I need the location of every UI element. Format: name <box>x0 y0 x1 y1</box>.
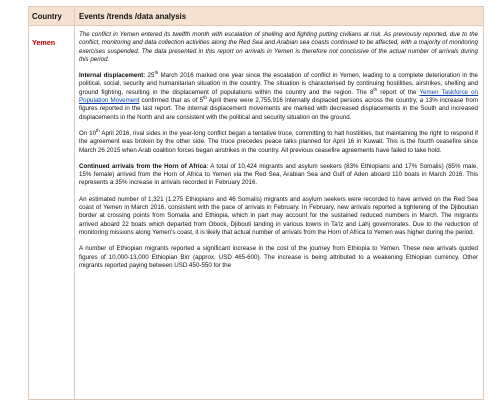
table-header-row <box>29 7 483 26</box>
internal-displacement-heading: Internal displacement: <box>79 72 146 80</box>
events-column-header: Events /trends /data analysis <box>74 7 483 25</box>
intro-note: The conflict in Yemen entered its twelfth month with escalation of shelling and fighting putting civilians at risk. As previously reported, due to the conflict, monitoring and data collection activities along the Red Sea and Arabian sea coasts continued to be affected, with a majority of monitoring exercises suspended. The data presented in this report on arrivals in Yemen is therefore not conclusive of the actual number of arrivals during this period. <box>79 31 478 63</box>
journey-cost-paragraph: A number of Ethiopian migrants reported a significant increase in the cost of the journey from Ethiopia to Yemen. These new arrivals quoted figures of 10,000-13,000 Ethiopian Birr (approx. USD 465-600). The increase is being attributed to a weakening Ethiopian currency. Other migrants reported paying between USD 450-550 for the <box>79 245 478 269</box>
internal-displacement-paragraph: Internal displacement: 25th March 2016 marked one year since the escalation of conflict in Yemen, leading to a complete deterioration in the political, social, security and humanitarian situation in the country. The situation is characterised by continuing hostilities, airstrikes, shelling and ground fighting, resulting in the displacement of populations within the country and the region. The 8th report of the Yemen Taskforce on Population Movement confirmed that as of 5th April there were 2,755,916 internally displaced persons across the country, a 13% increase from figures reported in the last report. The internal displacement movements are marked with decreased displacements in the South and increased displacements in the North and are consistent with the political and security situation on the ground. <box>79 70 478 121</box>
events-table <box>28 6 484 400</box>
country-cell <box>29 26 74 400</box>
table-row <box>29 26 483 400</box>
arrivals-heading: Continued arrivals from the Horn of Africa <box>79 162 207 170</box>
red-sea-arrivals-paragraph: An estimated number of 1,321 (1,275 Ethiopians and 46 Somalis) migrants and asylum seekers were recorded to have arrived on the Red Sea coast of Yemen in March 2016, consistent with the pace of arrivals in February. In February, new arrivals reported a tightening of the Djiboutian border at crossing points from Somalia and Ethiopia, which in part may account for the sustained reduced numbers in March. The migrants arrived aboard 22 boats which departed from Obock, Djibouti landing in various towns in Ta'iz and Lahj governorates. Due to the reduction of monitoring missions along Yemen's coast, it is likely that actual number of arrivals from the Horn of Africa to Yemen was higher during the period. <box>79 195 478 236</box>
truce-paragraph: On 10th April 2016, rival sides in the year-long conflict began a tentative truce, committing to halt hostilities, but maintaining the right to respond if the agreement was broken by the other side. The truce precedes peace talks planned for April 16 in Kuwait. This is the fourth ceasefire since March 26 2015 when Arab coalition forces began airstrikes in the country. All previous ceasefire agreements have failed to take hold. <box>79 127 478 154</box>
events-cell <box>74 26 483 400</box>
country-column-header: Country <box>32 11 62 21</box>
arrivals-paragraph: Continued arrivals from the Horn of Africa: A total of 10,424 migrants and asylum seekers (83% Ethiopians and 17% Somalis) (85% male, 15% female) arrived from the Horn of Africa to Yemen via the Red Sea, Arabian Sea and Gulf of Aden aboard 110 boats in March 2016. This represents a 35% increase in arrivals recorded in February 2016. <box>79 162 478 187</box>
country-name: Yemen <box>32 38 56 47</box>
taskforce-report-link[interactable]: Yemen Taskforce on Population Movement <box>79 88 478 105</box>
